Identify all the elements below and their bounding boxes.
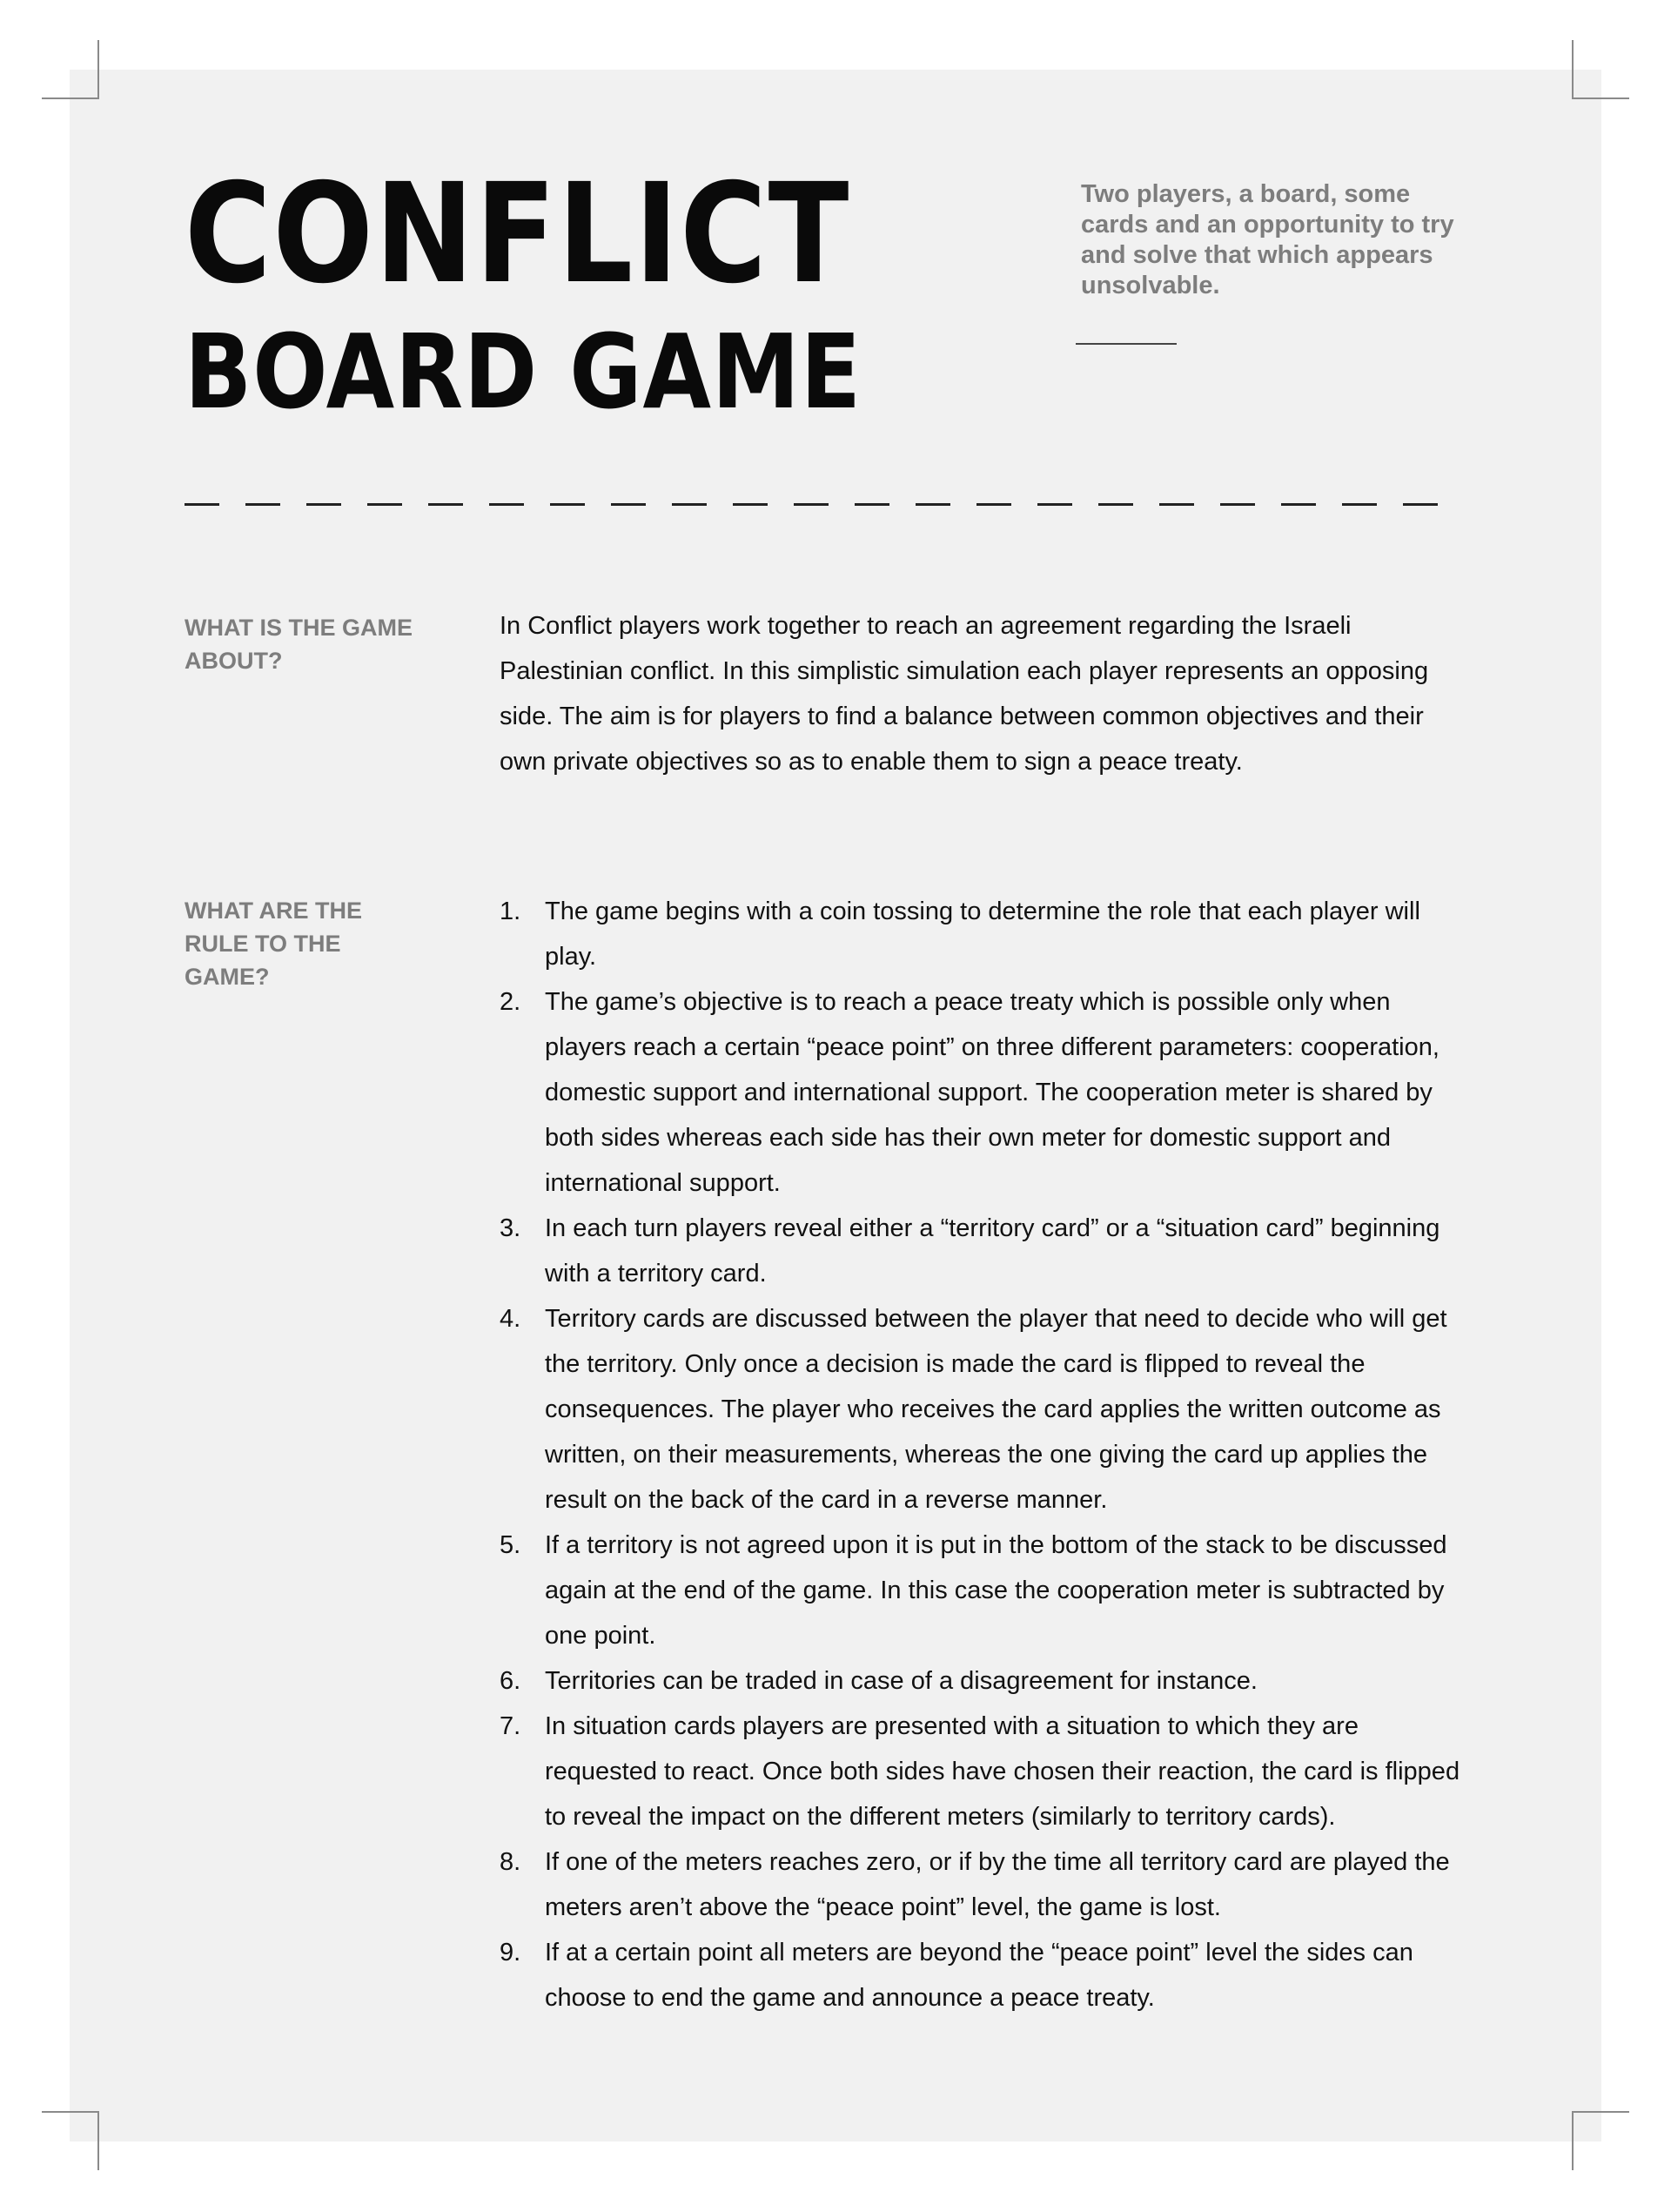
- rule-item: [500, 1704, 1474, 1839]
- tagline-rule: [1076, 343, 1177, 345]
- rule-text: In each turn players reveal either a “territory card” or a “situation card” beginning with a territory card.: [545, 1214, 1440, 1288]
- crop-mark-top-left-horizontal: [42, 97, 99, 99]
- rule-number: 7.: [500, 1712, 521, 1740]
- rule-item: [500, 1839, 1474, 1930]
- rules-list: [500, 889, 1474, 2020]
- rule-text: If at a certain point all meters are beyond the “peace point” level the sides can choose to end the game and announce a peace treaty.: [545, 1939, 1413, 2012]
- crop-mark-bottom-right-vertical: [1572, 2111, 1574, 2170]
- rule-number: 5.: [500, 1531, 521, 1559]
- rule-number: 2.: [500, 988, 521, 1016]
- rule-number: 9.: [500, 1939, 521, 1967]
- section-body-about: In Conflict players work together to reach an agreement regarding the Israeli Palestinian conflict. In this simplistic simulation each player represents an opposing side. The aim is for players to find a balance between common objectives and their own private objectives so as to enable them to sign a peace treaty.: [500, 612, 1429, 776]
- crop-mark-top-left-vertical: [97, 40, 99, 99]
- rule-number: 3.: [500, 1214, 521, 1242]
- rule-item: [500, 1930, 1474, 2020]
- rule-number: 6.: [500, 1667, 521, 1695]
- rule-text: If one of the meters reaches zero, or if by the time all territory card are played the meters aren’t above the “peace point” level, the game is lost.: [545, 1848, 1450, 1921]
- rule-text: In situation cards players are presented with a situation to which they are requested to react. Once both sides have chosen their reaction, the card is flipped to reveal the impact on the different meters (similarly to territory cards).: [545, 1712, 1460, 1831]
- rule-number: 1.: [500, 898, 521, 925]
- rule-item: [500, 1523, 1474, 1658]
- crop-mark-bottom-right-horizontal: [1572, 2111, 1629, 2113]
- rule-number: 8.: [500, 1848, 521, 1876]
- rule-item: [500, 1206, 1474, 1296]
- rule-item: [500, 979, 1474, 1206]
- crop-mark-bottom-left-vertical: [97, 2111, 99, 2170]
- rule-text: Territory cards are discussed between the player that need to decide who will get the territory. Only once a decision is made the card is flipped to reveal the consequences. The player who receives the card applies the written outcome as written, on their measurements, whereas the one giving the card up applies the result on the back of the card in a reverse manner.: [545, 1305, 1447, 1514]
- section-label-about: WHAT IS THE GAME ABOUT?: [185, 615, 413, 674]
- rule-text: Territories can be traded in case of a disagreement for instance.: [545, 1667, 1258, 1695]
- crop-mark-top-right-vertical: [1572, 40, 1574, 99]
- page-subtitle: BOARD GAME: [185, 312, 862, 432]
- page-title: CONFLICT: [185, 154, 851, 314]
- tagline: Two players, a board, some cards and an opportunity to try and solve that which appears unsolvable.: [1081, 180, 1454, 299]
- rule-text: The game’s objective is to reach a peace treaty which is possible only when players reach a certain “peace point” on three different parameters: cooperation, domestic support and international support. The cooperation meter is shared by both sides whereas each side has their own meter for domestic support and international support.: [545, 988, 1439, 1197]
- rule-item: [500, 1658, 1474, 1704]
- rule-item: [500, 889, 1474, 979]
- rule-number: 4.: [500, 1305, 521, 1333]
- rule-item: [500, 1296, 1474, 1523]
- dashed-divider: [185, 503, 1464, 506]
- crop-mark-bottom-left-horizontal: [42, 2111, 99, 2113]
- rule-text: If a territory is not agreed upon it is put in the bottom of the stack to be discussed again at the end of the game. In this case the cooperation meter is subtracted by one point.: [545, 1531, 1447, 1650]
- rule-text: The game begins with a coin tossing to determine the role that each player will play.: [545, 898, 1420, 971]
- section-label-rules: WHAT ARE THE RULE TO THE GAME?: [185, 898, 362, 990]
- crop-mark-top-right-horizontal: [1572, 97, 1629, 99]
